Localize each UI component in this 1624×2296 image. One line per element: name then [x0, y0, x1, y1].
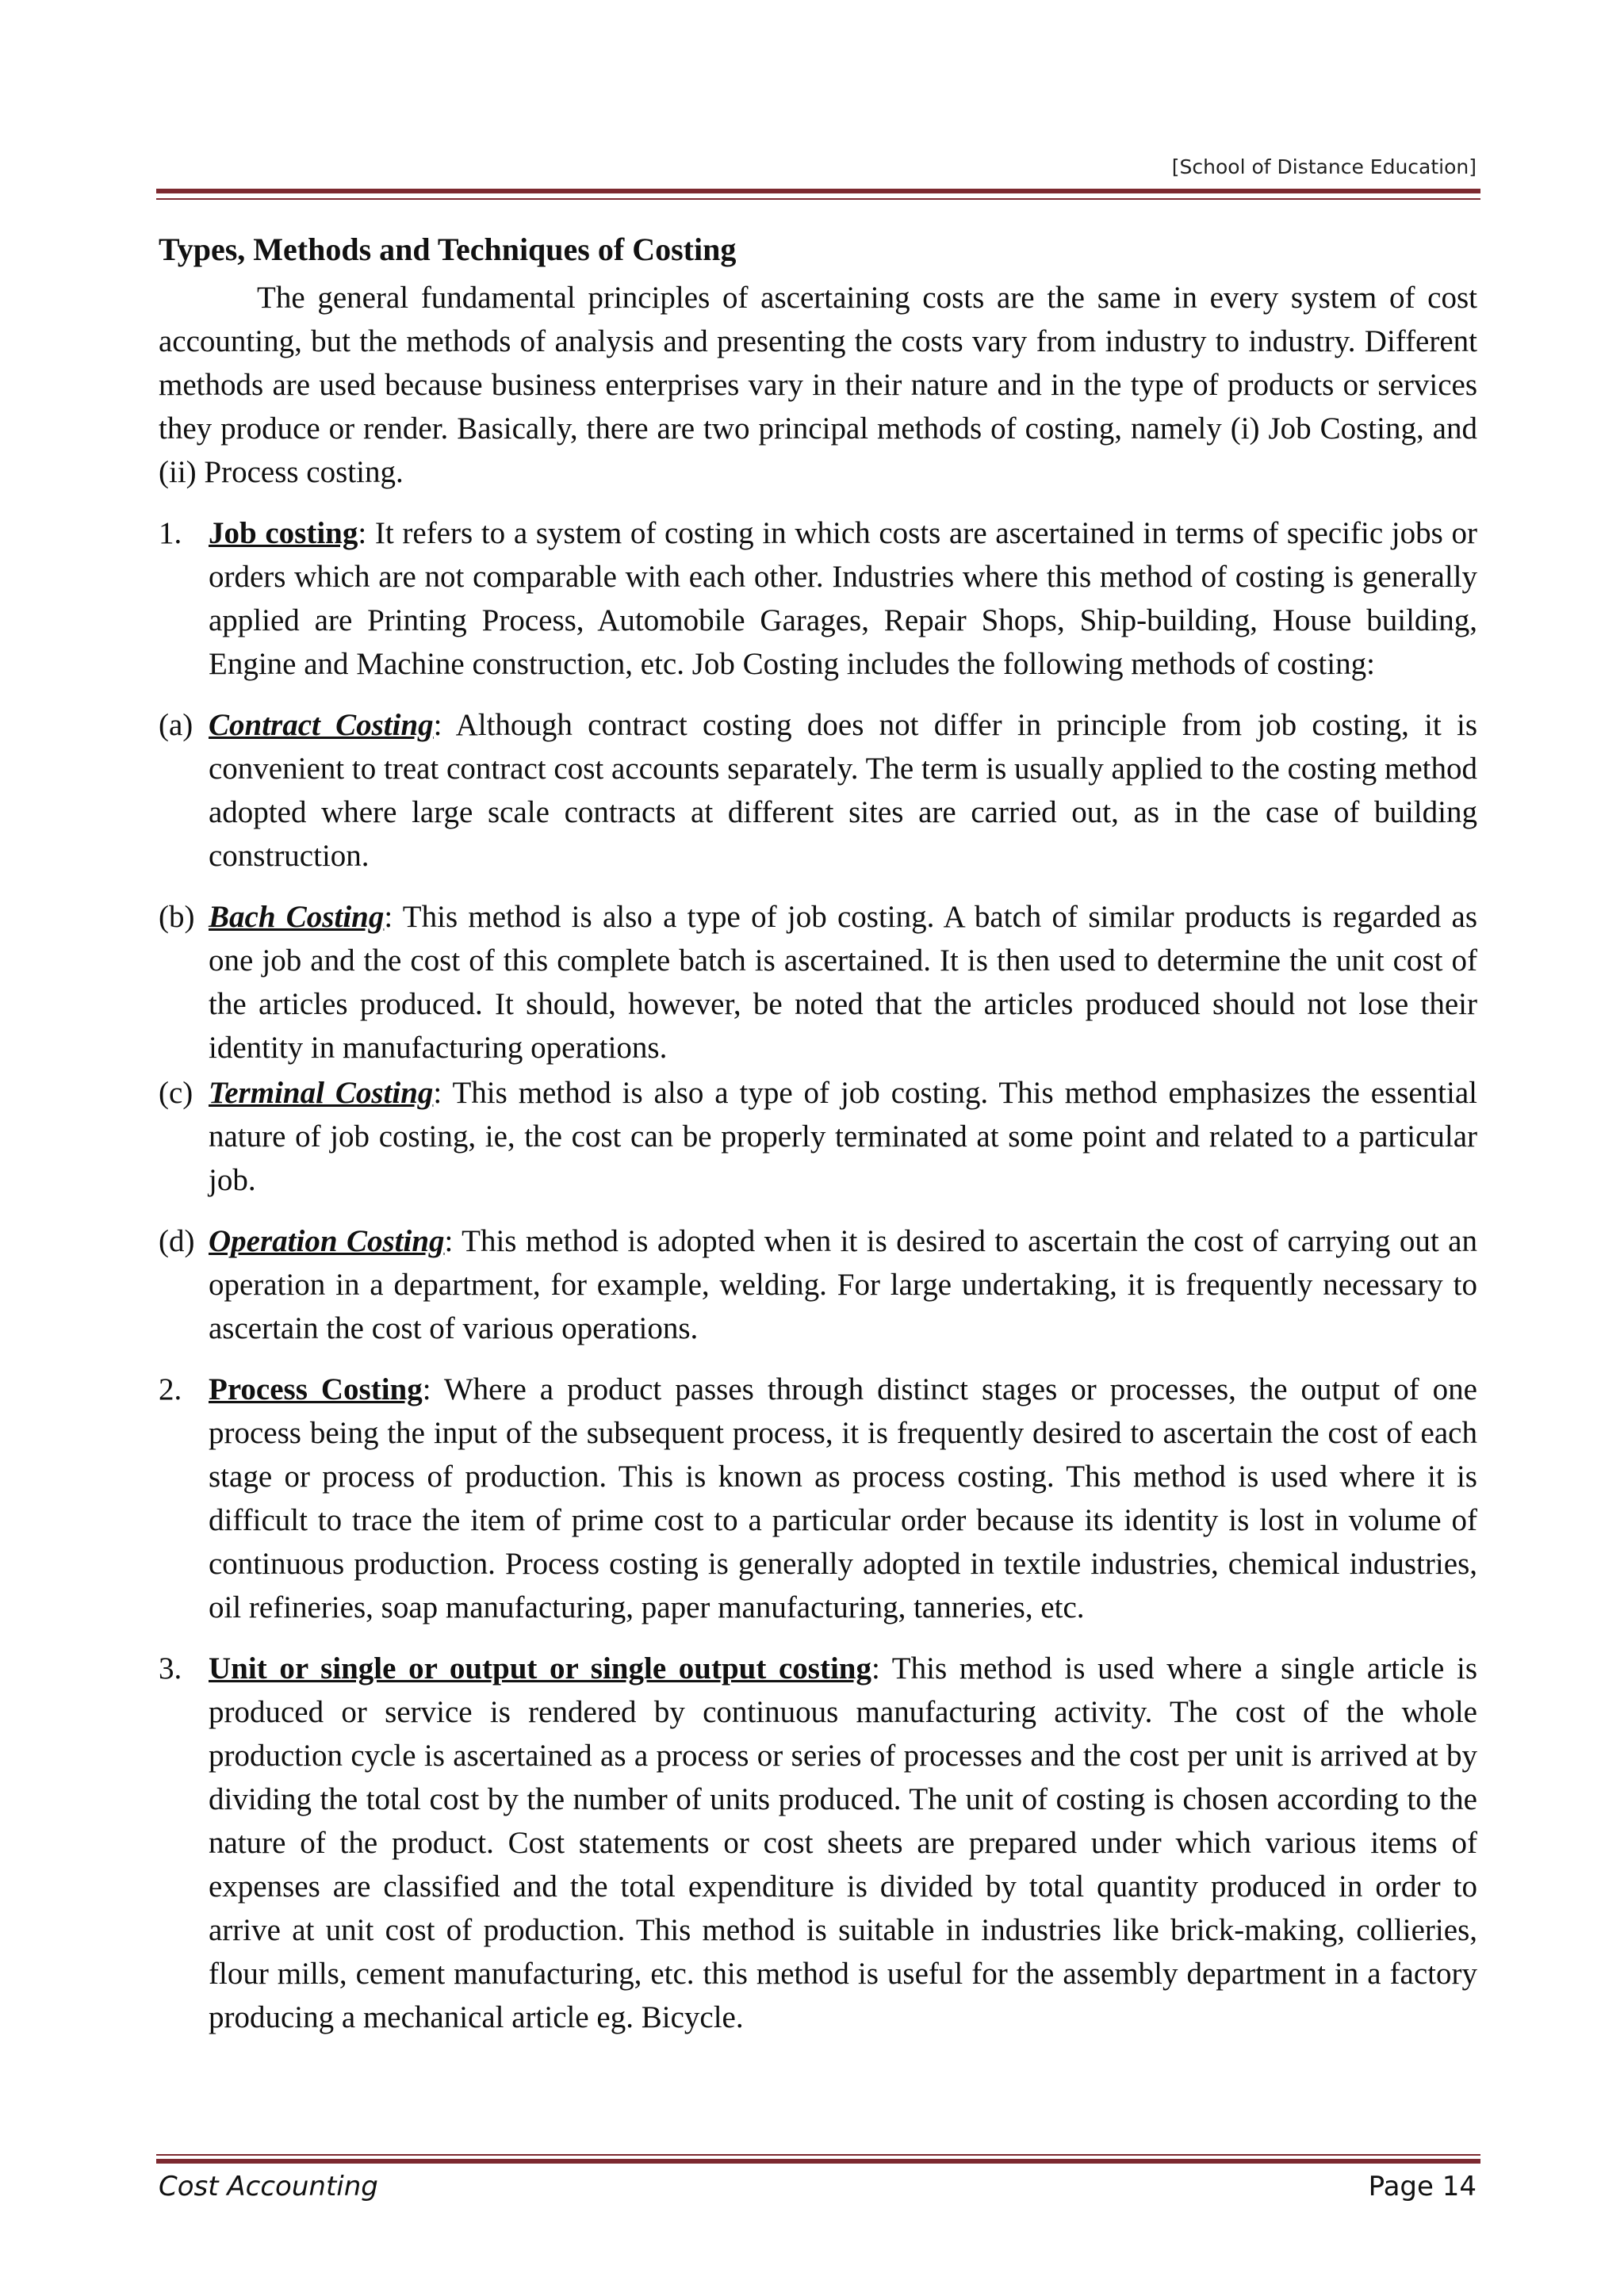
- term-label: Unit or single or output or single output costing: [209, 1651, 871, 1686]
- list-item-process-costing: [159, 1368, 1477, 1629]
- section-title: Types, Methods and Techniques of Costing: [159, 232, 737, 267]
- item-text: This method is also a type of job costing. This method emphasizes the essential nature of job costing, ie, the cost can be properly terminated at some point and related to a particular job.: [209, 1076, 1478, 1197]
- footer-rule-thin: [156, 2154, 1480, 2156]
- footer-page-number: Page 14: [1368, 2171, 1477, 2202]
- intro-paragraph: The general fundamental principles of ascertaining costs are the same in every system of cost accounting, but the methods of analysis and presenting the costs vary from industry to industry. Different methods are used because business enterprises vary in their nature and in the type of products or services they produce or render. Basically, there are two principal methods of costing, namely (i) Job Costing, and (ii) Process costing.: [159, 281, 1477, 489]
- item-text: This method is adopted when it is desired to ascertain the cost of carrying out an operation in a department, for example, welding. For large undertaking, it is frequently necessary to ascertain the cost of various operations.: [209, 1224, 1477, 1345]
- item-text: It refers to a system of costing in which costs are ascertained in terms of specific jobs or orders which are not comparable with each other. Industries where this method of costing is generally applied are Printing Process, Automobile Garages, Repair Shops, Ship-building, House building, Engine and Machine construction, etc. Job Costing includes the following methods of costing:: [209, 516, 1477, 681]
- term-separator: :: [871, 1651, 880, 1686]
- item-text: Although contract costing does not differ in principle from job costing, it is convenient to treat contract cost accounts separately. The term is usually applied to the costing method adopted where large scale contracts at different sites are carried out, as in the case of building construction.: [209, 708, 1477, 873]
- term-label: Process Costing: [209, 1372, 423, 1406]
- list-marker: (d): [159, 1224, 195, 1258]
- list-marker: (c): [159, 1076, 193, 1110]
- term-separator: :: [422, 1372, 431, 1406]
- term-label: Terminal Costing: [209, 1076, 434, 1110]
- list-marker: 1.: [159, 516, 182, 550]
- term-separator: :: [444, 1224, 454, 1258]
- term-label: Job costing: [209, 516, 358, 550]
- list-item-job-costing: [159, 511, 1477, 686]
- list-item-contract-costing: [159, 703, 1477, 878]
- list-item-batch-costing: [159, 895, 1477, 1070]
- header-institution: [School of Distance Education]: [1171, 155, 1477, 178]
- list-marker: (a): [159, 708, 193, 742]
- term-label: Contract Costing: [209, 708, 434, 742]
- list-marker: 3.: [159, 1651, 182, 1686]
- term-separator: :: [358, 516, 367, 550]
- list-marker: 2.: [159, 1372, 182, 1406]
- term-separator: :: [433, 1076, 442, 1110]
- footer-rule-thick: [156, 2159, 1480, 2164]
- header-rule-thin: [156, 198, 1480, 200]
- footer-course-title: Cost Accounting: [159, 2171, 378, 2202]
- list-item-terminal-costing: [159, 1071, 1477, 1202]
- main-content: [159, 228, 1477, 2039]
- item-text: This method is used where a single article is produced or service is rendered by continuous manufacturing activity. The cost of the whole production cycle is ascertained as a process or series of processes and the cost per unit is arrived at by dividing the total cost by the number of units produced. The unit of costing is chosen according to the nature of the product. Cost statements or cost sheets are prepared under which various items of expenses are classified and the total expenditure is divided by total quantity produced in order to arrive at unit cost of production. This method is suitable in industries like brick-making, collieries, flour mills, cement manufacturing, etc. this method is useful for the assembly department in a factory producing a mechanical article eg. Bicycle.: [209, 1651, 1477, 2034]
- item-text: This method is also a type of job costing. A batch of similar products is regarded as one job and the cost of this complete batch is ascertained. It is then used to determine the unit cost of the articles produced. It should, however, be noted that the articles produced should not lose their identity in manufacturing operations.: [209, 900, 1477, 1065]
- term-label: Bach Costing: [209, 900, 385, 934]
- item-text: Where a product passes through distinct stages or processes, the output of one process being the input of the subsequent process, it is frequently desired to ascertain the cost of each stage or process of production. This is known as process costing. This method is used where it is difficult to trace the item of prime cost to a particular order because its identity is lost in volume of continuous production. Process costing is generally adopted in textile industries, chemical industries, oil refineries, soap manufacturing, paper manufacturing, tanneries, etc.: [209, 1372, 1477, 1624]
- header-rule-thick: [156, 189, 1480, 193]
- term-label: Operation Costing: [209, 1224, 445, 1258]
- term-separator: :: [384, 900, 393, 934]
- term-separator: :: [433, 708, 442, 742]
- list-item-unit-costing: [159, 1647, 1477, 2039]
- list-marker: (b): [159, 900, 195, 934]
- list-item-operation-costing: [159, 1219, 1477, 1350]
